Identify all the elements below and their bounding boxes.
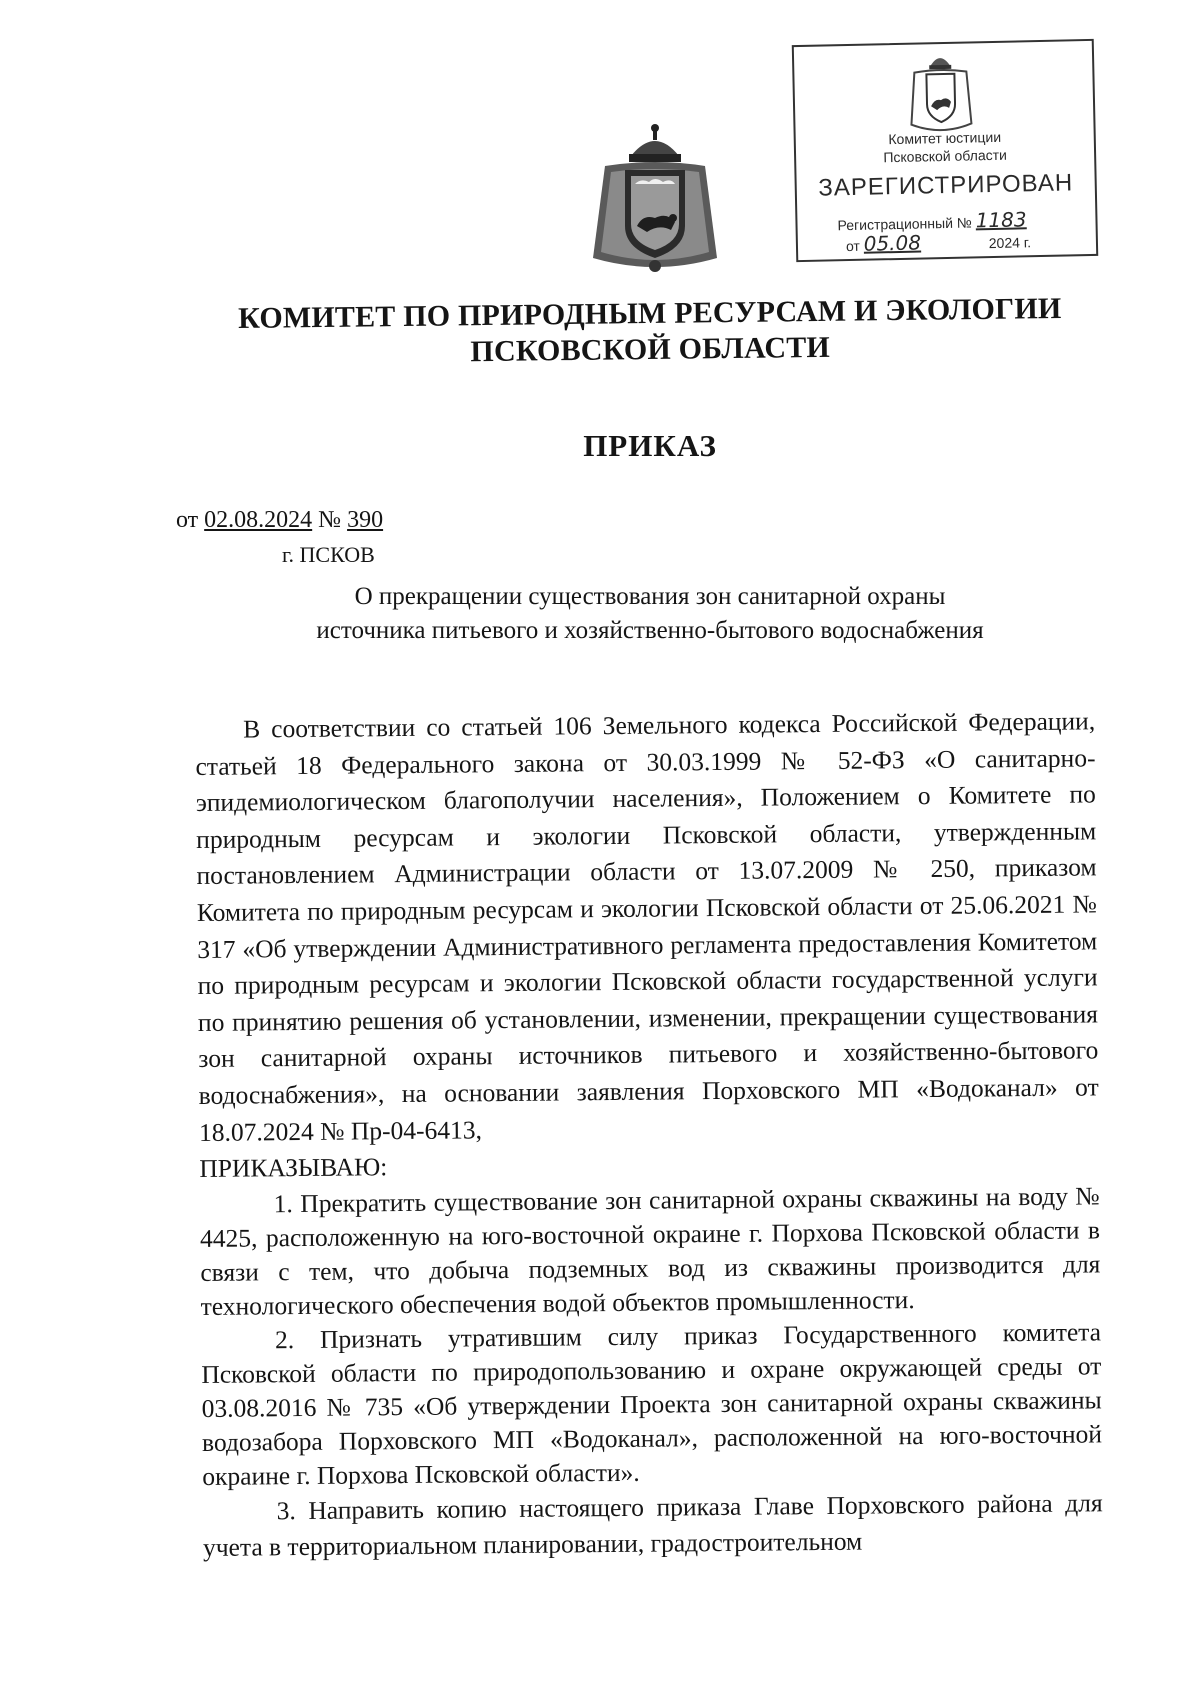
- order-date: 02.08.2024: [204, 507, 313, 533]
- command-word: ПРИКАЗЫВАЮ:: [199, 1152, 388, 1184]
- org-title-line1: КОМИТЕТ ПО ПРИРОДНЫМ РЕСУРСАМ И ЭКОЛОГИИ: [237, 291, 1062, 336]
- stamp-date-value: 05.08: [863, 230, 922, 256]
- org-title-line2: ПСКОВСКОЙ ОБЛАСТИ: [470, 330, 831, 369]
- subject-line1: О прекращении существования зон санитарной охраны: [354, 583, 946, 610]
- order-item-1: 1. Прекратить существование зон санитарной охраны скважины на воду № 4425, расположенную на юго-восточной окраине г. Порхова Псковской области в связи с тем, что добыча подземных вод из скважины производится для технологического обеспечения водой объектов промышленности.: [199, 1181, 1101, 1321]
- stamp-date-line: [846, 228, 1032, 256]
- order-subject: [200, 580, 1100, 648]
- registration-stamp: [792, 39, 1098, 262]
- order-city: г. ПСКОВ: [282, 542, 375, 567]
- stamp-registered-label: ЗАРЕГИСТРИРОВАН: [818, 169, 1074, 202]
- number-sign: №: [318, 507, 342, 533]
- order-number: 390: [347, 507, 384, 533]
- stamp-line-ministry: Комитет юстиции: [888, 128, 1002, 148]
- order-date-number: [176, 507, 383, 534]
- subject-line2: источника питьевого и хозяйственно-бытового водоснабжения: [316, 617, 984, 644]
- preamble-paragraph: В соответствии со статьей 106 Земельного кодекса Российской Федерации, статьей 18 Федерального закона от 30.03.1999 № 52-ФЗ «О санитарно-эпидемиологическом благополучии населения», Положением о Комитете по природным ресурсам и экологии Псковской области, утвержденным постановлением Администрации области от 13.07.2009 № 250, приказом Комитета по природным ресурсам и экологии Псковской области от 25.06.2021 № 317 «Об утверждении Административного регламента предоставления Комитетом по природным ресурсам и экологии Псковской области государственной услуги по принятию решения об установлении, изменении, прекращении существования зон санитарной охраны источников питьевого и хозяйственно-бытового водоснабжения», на основании заявления Порховского МП «Водоканал» от 18.07.2024 № Пр-04-6413,: [195, 706, 1099, 1147]
- stamp-date-prefix: от: [845, 237, 861, 255]
- organization-title: [200, 291, 1101, 374]
- document-type-title: ПРИКАЗ: [583, 428, 717, 463]
- stamp-line-region: Псковской области: [883, 146, 1008, 166]
- order-body: [195, 703, 1103, 1567]
- stamp-reg-label: Регистрационный №: [837, 214, 972, 234]
- date-prefix: от: [176, 507, 199, 533]
- order-item-2: 2. Признать утратившим силу приказ Государственного комитета Псковской области по природопользованию и охране окружающей среды от 03.08.2016 № 735 «Об утверждении Проекта зон санитарной охраны скважины водозабора Порховского МП «Водоканал», расположенной на юго-восточной окраине г. Порхова Псковской области».: [201, 1317, 1103, 1491]
- stamp-emblem: [904, 47, 978, 136]
- coat-of-arms-emblem: [585, 118, 725, 278]
- stamp-year: 2024 г.: [988, 234, 1032, 252]
- stamp-reg-number: 1183: [975, 207, 1027, 233]
- order-item-3: 3. Направить копию настоящего приказа Главе Порховского района для учета в территориальном планировании, градостроительном: [202, 1488, 1103, 1563]
